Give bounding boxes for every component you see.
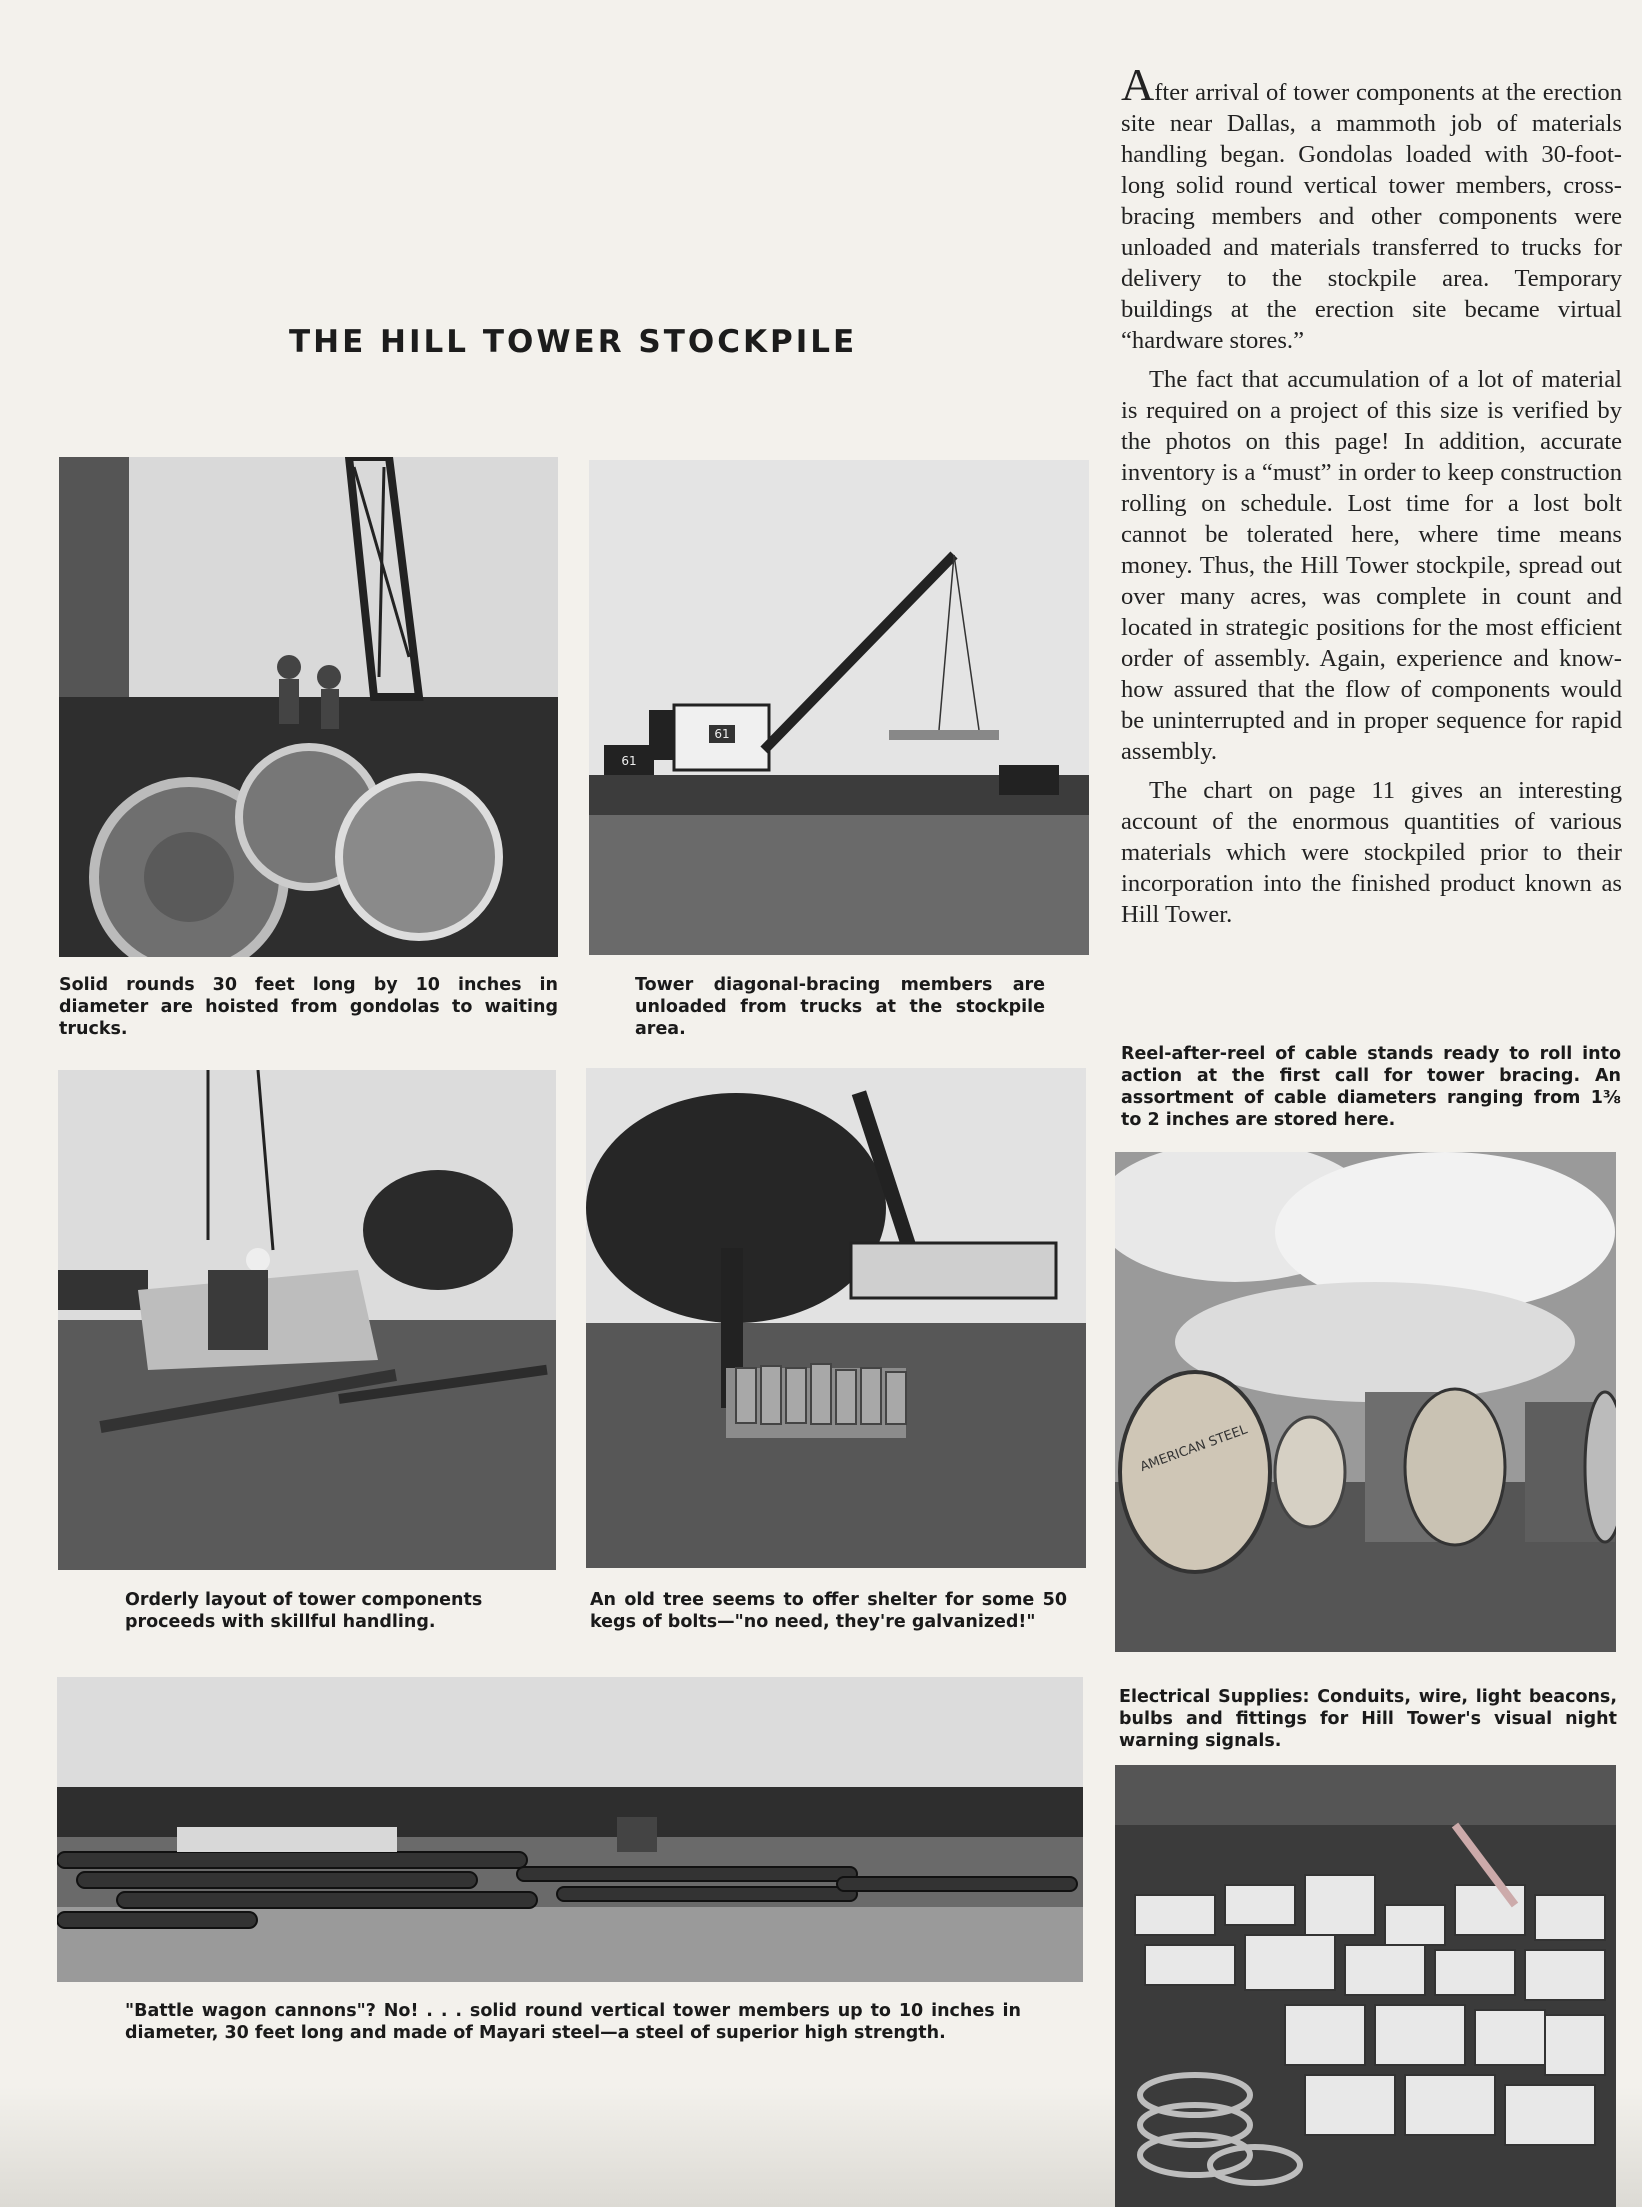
photo-electrical-supplies bbox=[1115, 1765, 1616, 2207]
caption-battle-wagon: "Battle wagon cannons"? No! . . . solid round vertical tower members up to 10 inches in diameter, 30 feet long and made of Mayari steel—a steel of superior high strength. bbox=[125, 2001, 1021, 2043]
caption-solid-rounds: Solid rounds 30 feet long by 10 inches in diameter are hoisted from gondolas to waiting trucks. bbox=[59, 975, 558, 1039]
caption-diagonal-bracing: Tower diagonal-bracing members are unloaded from trucks at the stockpile area. bbox=[635, 975, 1045, 1039]
paragraph-3: The chart on page 11 gives an interesting account of the enormous quantities of various materials which were stockpiled prior to their incorporation into the finished product known as Hill Tower. bbox=[1121, 777, 1622, 928]
crane-number-text: 61 bbox=[714, 727, 730, 741]
photo-cable-reels bbox=[1115, 1152, 1616, 1652]
caption-orderly-layout: Orderly layout of tower components proceeds with skillful handling. bbox=[125, 1590, 483, 1632]
paragraph-2: The fact that accumulation of a lot of material is required on a project of this size is verified by the photos on this page! In addition, accurate inventory is a “must” in order to keep construction rolling on schedule. Lost time for a lost bolt cannot be tolerated here, where time means money. Thus, the Hill Tower stockpile, spread out over many acres, was complete in count and located in strategic positions for the most efficient order of assembly. Again, experience and know-how assured that the flow of components would be uninterrupted and in proper sequence for rapid assembly. bbox=[1121, 366, 1622, 765]
paragraph-1 bbox=[1121, 59, 1622, 356]
drop-cap: A bbox=[1121, 59, 1155, 110]
caption-reel-cable: Reel-after-reel of cable stands ready to roll into action at the first call for tower bracing. An assortment of cable diameters ranging from 1⅜ to 2 inches are stored here. bbox=[1121, 1044, 1621, 1130]
photo-tree-kegs bbox=[586, 1068, 1086, 1568]
reel-label-text: AMERICAN STEEL bbox=[1138, 1422, 1250, 1476]
photo-tower-members-panorama bbox=[57, 1677, 1083, 1982]
photo-solid-rounds-hoisted bbox=[59, 457, 558, 957]
caption-old-tree: An old tree seems to offer shelter for some 50 kegs of bolts—"no need, they're galvanized!" bbox=[590, 1590, 1067, 1632]
photo-orderly-layout bbox=[58, 1070, 556, 1570]
photo-crane-unloading bbox=[589, 460, 1089, 955]
article-body bbox=[1121, 59, 1622, 938]
truck-number-text: 61 bbox=[621, 754, 637, 768]
page-title: THE HILL TOWER STOCKPILE bbox=[289, 324, 858, 360]
caption-electrical: Electrical Supplies: Conduits, wire, light beacons, bulbs and fittings for Hill Tower's visual night warning signals. bbox=[1119, 1687, 1617, 1751]
paragraph-1-text: fter arrival of tower components at the erection site near Dallas, a mammoth job of materials handling began. Gondolas loaded with 30-foot-long solid round vertical tower members, cross-bracing members and other components were unloaded and materials transferred to trucks for delivery to the stockpile area. Temporary buildings at the erection site became virtual “hardware stores.” bbox=[1121, 79, 1622, 354]
